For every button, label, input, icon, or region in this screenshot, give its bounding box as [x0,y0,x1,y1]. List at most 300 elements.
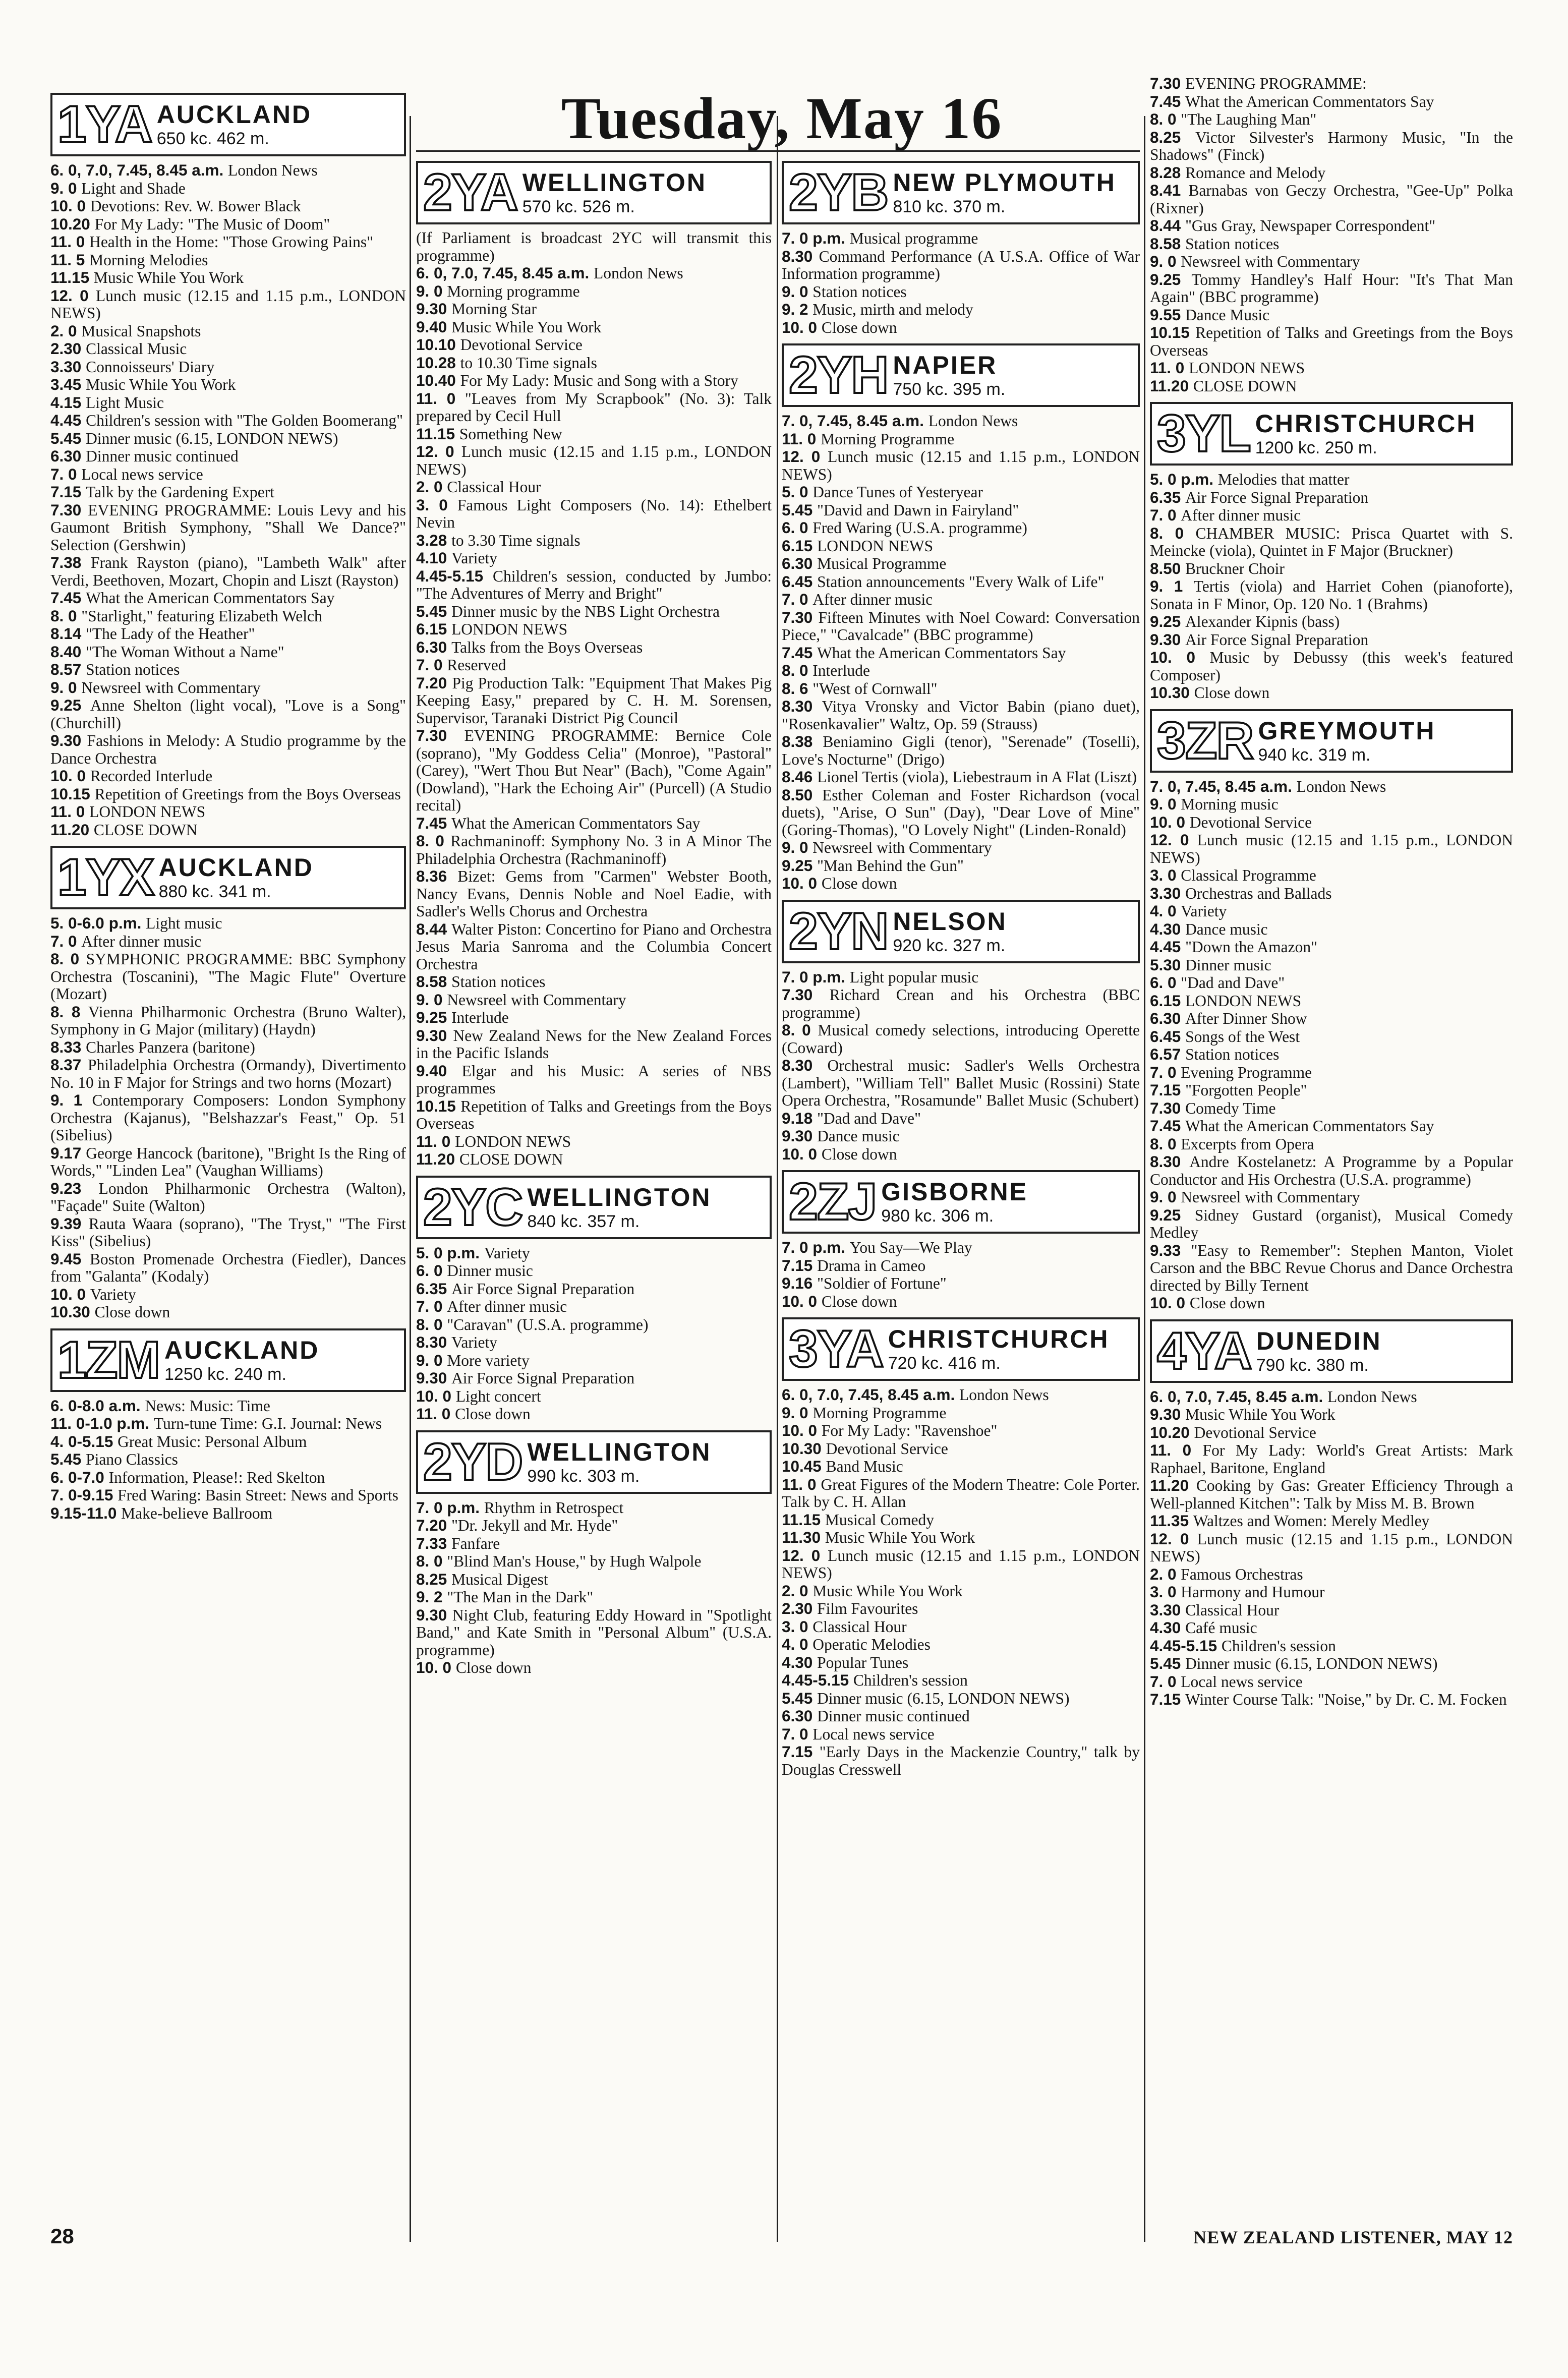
station-info [881,1172,1028,1232]
programme-time: 10. 0 [50,1285,90,1303]
programme-listing: 9.40 Elgar and his Music: A series of NBS programmes [416,1061,772,1097]
programme-time: 7. 0 [782,1724,813,1743]
programme-time: 11. 0 [1150,359,1189,377]
programme-listing: 3.30 Orchestras and Ballads [1150,884,1332,902]
station-header-2yh [782,343,1140,407]
programme-listing: 10. 0 Close down [782,318,897,336]
programme-listing: 4. 0 Operatic Melodies [782,1635,931,1653]
programme-time: 10.20 [50,214,95,233]
programme-time: 10. 0 [416,1386,456,1405]
programme-time: 11.15 [782,1510,825,1529]
programme-time: 9.25 [416,1008,452,1026]
programme-time: 7.45 [1150,92,1186,110]
programme-time: 9.25 [782,856,818,875]
programme-time: 7.20 [416,673,452,692]
programme-listing: 6. 0, 7.0, 7.45, 8.45 a.m. London News [782,1385,1049,1404]
station-name: WELLINGTON [522,168,707,197]
programme-time: 7.30 [782,985,830,1004]
programme-time: 6. 0, 7.0, 7.45, 8.45 a.m. [416,264,594,282]
programme-time: 7. 0 p.m. [782,1238,850,1256]
programme-time: 9.18 [782,1109,818,1127]
programme-listing: 2. 0 Music While You Work [782,1581,963,1600]
programme-time: 9.30 [416,1605,452,1624]
programme-listing: 9.33 "Easy to Remember": Stephen Manton, Violet Carson and the BBC Revue Chorus and Dance Orchestra directed by Billy Ternent [1150,1241,1513,1294]
programme-time: 5.45 [782,1689,818,1707]
programme-time: 11. 0-1.0 p.m. [50,1414,154,1432]
programme-time: 10. 0 [50,767,90,785]
programme-time: 6. 0 [1150,973,1181,992]
programme-listing: 11. 0 For My Lady: World's Great Artists: Mark Raphael, Baritone, England [1150,1441,1514,1477]
programme-time: 7. 0 [1150,506,1181,524]
programme-time: 8. 0 [50,606,82,625]
station-name: WELLINGTON [527,1183,712,1211]
programme-time: 10. 0 [782,874,822,892]
programme-listing: 9.25 Sidney Gustard (organist), Musical Comedy Medley [1150,1205,1513,1241]
programme-listing: 7. 0-9.15 Fred Waring: Basin Street: News and Sports [50,1486,398,1504]
programme-listing: 4. 0-5.15 Great Music: Personal Album [50,1432,307,1451]
programme-listing: 5. 0 p.m. Melodies that matter [1150,470,1350,488]
programme-listing: 6.30 After Dinner Show [1150,1009,1307,1027]
programme-listing: 7. 0 p.m. Rhythm in Retrospect [416,1498,624,1517]
programme-listing: 3. 0 Classical Programme [1150,866,1316,884]
programme-listing: 9.39 Rauta Waara (soprano), "The Tryst," "The First Kiss" (Sibelius) [50,1214,406,1250]
programme-time: 10. 0 [782,1292,822,1310]
programme-time: 7.20 [416,1516,452,1534]
programme-time: 9. 0 [50,678,82,697]
programme-listing: (If Parliament is broadcast 2YC will transmit this programme) [416,229,772,264]
programme-listing: 8. 8 Vienna Philharmonic Orchestra (Bruno Walter), Symphony in G Major (military) (Haydn) [50,1002,406,1038]
column-rule [777,116,778,2242]
programme-time: 4.45 [1150,938,1186,956]
programme-listing: 8.50 Esther Coleman and Foster Richardson (vocal duets), "Arise, O Sun" (Day), "Dear Love of Mine" (Goring-Thomas), "O Lovely Night" (Linden-Ronald) [782,785,1140,839]
programme-listing: 6.45 Songs of the West [1150,1027,1300,1046]
programme-time: 6. 0-7.0 [50,1468,109,1486]
programme-time: 7. 0, 7.45, 8.45 a.m. [1150,777,1297,795]
station-header-1yx [50,846,406,909]
programme-time: 11.20 [416,1150,459,1168]
programme-time: 6.45 [1150,1027,1186,1046]
programme-listing: 5. 0 Dance Tunes of Yesteryear [782,483,983,501]
programme-time: 12. 0 [782,1546,828,1564]
programme-listing: 9.25 Anne Shelton (light vocal), "Love is a Song" (Churchill) [50,696,406,732]
programme-listing: 10.20 For My Lady: "The Music of Doom" [50,214,330,233]
station-header-2yb [782,161,1140,224]
programme-listing: 6. 0, 7.0, 7.45, 8.45 a.m. London News [1150,1387,1417,1406]
programme-time: 8.40 [50,642,86,661]
station-logo: 1YX [57,848,154,907]
programme-time: 7. 0 [1150,1672,1181,1691]
programme-time: 10.20 [1150,1423,1194,1441]
programme-listing: 4.45-5.15 Children's session [782,1671,968,1689]
programme-time: 7. 0 [416,1297,447,1315]
programme-time: 2.30 [50,339,86,358]
station-info [157,95,312,154]
programme-time: 9.55 [1150,305,1186,324]
programme-listing: 2.30 Classical Music [50,339,187,358]
programme-listing: 8. 0 "Blind Man's House," by Hugh Walpole [416,1552,702,1570]
programme-time: 7.30 [416,726,464,744]
programme-time: 9. 0 [416,990,447,1009]
programme-listing: 6. 0, 7.0, 7.45, 8.45 a.m. London News [416,264,683,282]
programme-time: 7.30 [1150,74,1186,92]
station-logo: 3YA [789,1320,883,1378]
station-info [893,345,1005,405]
station-info [1256,1321,1382,1381]
programme-listing: 11. 0 LONDON NEWS [1150,359,1305,377]
programme-listing: 8.30 Vitya Vronsky and Victor Babin (piano duet), "Rosenkavalier" Waltz, Op. 59 (Strauss) [782,697,1140,733]
programme-listing: 9.30 Dance music [782,1127,900,1145]
programme-listing: 7.15 "Early Days in the Mackenzie Country," talk by Douglas Cresswell [782,1743,1140,1778]
programme-time: 4.15 [50,393,86,412]
programme-listing: 11. 0 Great Figures of the Modern Theatre: Cole Porter. Talk by C. H. Allan [782,1475,1140,1511]
station-info [893,163,1116,222]
programme-time: 9. 0 [782,838,813,856]
programme-time: 8.41 [1150,181,1189,199]
programme-listing: 9. 0 Newsreel with Commentary [1150,252,1360,270]
programme-listing: 11. 0 "Leaves from My Scrapbook" (No. 3): Talk prepared by Cecil Hull [416,389,772,425]
programme-time: 6.30 [782,554,818,572]
station-frequency: 1200 kc. 250 m. [1255,438,1377,457]
programme-listing: 11. 0-1.0 p.m. Turn-tune Time: G.I. Journal: News [50,1414,382,1432]
programme-time: 11. 0 [1150,1441,1203,1459]
programme-listing: 9.55 Dance Music [1150,305,1270,324]
programme-time: 10. 0 [1150,648,1210,666]
station-name: AUCKLAND [156,100,312,129]
programme-listing: 7. 0 Evening Programme [1150,1063,1312,1081]
programme-listing: 11.15 Something New [416,424,562,443]
programme-time: 7.38 [50,553,91,571]
programme-listing: 7.15 Talk by the Gardening Expert [50,483,274,501]
station-frequency: 750 kc. 395 m. [893,380,1006,399]
programme-listing: 4.45-5.15 Children's session, conducted by Jumbo: "The Adventures of Merry and Bright" [416,566,772,602]
programme-listing: 10.28 to 10.30 Time signals [416,353,597,372]
station-name: AUCKLAND [164,1336,320,1364]
programme-time: 9.30 [416,1026,453,1045]
station-header-2yn [782,900,1140,963]
station-info [164,1330,319,1390]
programme-time: 6. 0, 7.0, 7.45, 8.45 a.m. [782,1385,959,1404]
programme-time: 8. 0 [1150,1134,1181,1153]
programme-listing: 10.15 Repetition of Talks and Greetings from the Boys Overseas [1150,323,1513,359]
programme-listing: 8. 0 "Starlight," featuring Elizabeth Welch [50,606,322,625]
station-name: GISBORNE [881,1178,1028,1206]
programme-listing: 10. 0 Close down [782,1292,897,1310]
programme-time: 11. 0 [50,802,90,821]
station-logo: 2YH [789,346,888,404]
programme-time: 6.30 [782,1707,818,1725]
programme-time: 8. 0 [1150,110,1181,128]
page-number: 28 [50,2224,74,2248]
programme-time: 6. 0 [782,518,813,537]
programme-time: 8. 8 [50,1002,88,1021]
programme-listing: 9. 0 Station notices [782,282,907,301]
programme-time: 7. 0 [50,932,82,950]
programme-time: 4.45 [50,411,86,429]
programme-listing: 9.30 New Zealand News for the New Zealand Forces in the Pacific Islands [416,1026,772,1062]
programme-listing: 5.45 Dinner music (6.15, LONDON NEWS) [782,1689,1070,1707]
programme-listing: 9.30 Fashions in Melody: A Studio programme by the Dance Orchestra [50,731,406,767]
programme-time: 4.30 [782,1653,818,1671]
programme-listing: 7.30 Comedy Time [1150,1098,1276,1117]
programme-listing: 10.15 Repetition of Talks and Greetings from the Boys Overseas [416,1096,772,1132]
programme-listing: 3. 0 Famous Light Composers (No. 14): Ethelbert Nevin [416,495,772,531]
programme-time: 9.40 [416,317,452,336]
programme-listing: 10. 0 Music by Debussy (this week's featured Composer) [1150,648,1513,684]
programme-time: 11.15 [416,424,459,443]
programme-listing: 6.15 LONDON NEWS [416,620,568,638]
programme-time: 8.33 [50,1037,86,1056]
programme-listing: 7.45 What the American Commentators Say [782,643,1066,662]
programme-time: 6.30 [1150,1009,1186,1027]
programme-listing: 2. 0 Classical Hour [416,478,541,496]
programme-time: 7.45 [1150,1117,1186,1135]
programme-listing: 3.30 Connoisseurs' Diary [50,357,215,376]
programme-listing: 11. 0 Morning Programme [782,429,955,448]
programme-listing: 4. 0 Variety [1150,902,1227,920]
programme-time: 8. 0 [782,661,813,679]
programme-time: 9.30 [1150,630,1186,649]
programme-listing: 6.57 Station notices [1150,1045,1280,1063]
programme-listing: 2. 0 Famous Orchestras [1150,1564,1303,1583]
programme-time: 7.45 [50,589,86,607]
station-frequency: 810 kc. 370 m. [893,197,1006,216]
programme-time: 8.50 [1150,559,1186,577]
programme-listing: 8.30 Andre Kostelanetz: A Programme by a Popular Conductor and His Orchestra (U.S.A. programme) [1150,1152,1514,1188]
programme-time: 10.30 [1150,683,1194,702]
programme-listing: 9.25 Alexander Kipnis (bass) [1150,612,1340,630]
station-name: NELSON [893,907,1007,936]
programme-time: 9.30 [782,1127,818,1145]
station-header-1zm [50,1328,406,1392]
programme-listing: 7.30 Richard Crean and his Orchestra (BBC programme) [782,985,1140,1021]
programme-time: 2. 0 [50,321,82,340]
programme-time: 9.40 [416,1061,462,1080]
programme-listing: 4.10 Variety [416,549,498,567]
programme-time: 10. 0 [782,318,822,336]
programme-listing: 9.25 Tommy Handley's Half Hour: "It's That Man Again" (BBC programme) [1150,270,1513,306]
station-frequency: 880 kc. 341 m. [158,882,271,901]
programme-time: 9.39 [50,1214,89,1233]
programme-time: 8.58 [416,972,452,991]
station-logo: 3YL [1157,404,1250,463]
programme-listing: 6.30 Musical Programme [782,554,947,572]
station-info [1255,404,1477,463]
programme-time: 9. 0 [1150,252,1181,270]
programme-listing: 7. 0 p.m. You Say—We Play [782,1238,972,1256]
programme-time: 9. 0 [782,282,813,301]
programme-time: 2.30 [782,1599,818,1617]
programme-listing: 9.45 Boston Promenade Orchestra (Fiedler), Dances from "Galanta" (Kodaly) [50,1249,406,1285]
programme-listing: 12. 0 Lunch music (12.15 and 1.15 p.m., LONDON NEWS) [50,286,406,322]
programme-listing: 8.30 Command Performance (A U.S.A. Office of War Information programme) [782,247,1140,282]
programme-time: 7. 0 p.m. [782,967,850,986]
programme-listing: 9.30 Air Force Signal Preparation [1150,630,1369,649]
station-logo: 2ZJ [789,1173,877,1231]
programme-listing: 8.14 "The Lady of the Heather" [50,624,255,643]
programme-listing: 8.30 Variety [416,1333,498,1351]
programme-listing: 9.30 Music While You Work [1150,1405,1335,1423]
programme-listing: 11. 5 Morning Melodies [50,250,208,269]
programme-listing: 11.20 CLOSE DOWN [416,1150,563,1168]
programme-time: 12. 0 [416,442,461,460]
programme-listing: 7.45 What the American Commentators Say [416,814,701,832]
station-name: GREYMOUTH [1258,716,1436,745]
programme-time: 7.15 [1150,1081,1186,1099]
programme-listing: 7.30 EVENING PROGRAMME: Louis Levy and his Gaumont British Symphony, "Shall We Dance?" Selection (Gershwin) [50,500,406,554]
programme-time: 9. 0 [1150,1188,1181,1206]
programme-time: 8.30 [782,1056,828,1074]
programme-time: 10.15 [416,1096,461,1115]
programme-time: 9. 1 [50,1091,92,1109]
programme-time: 11.30 [782,1528,825,1546]
programme-listing: 3. 0 Classical Hour [782,1617,907,1636]
programme-listing: 8.57 Station notices [50,660,180,678]
programme-listing: 4.45-5.15 Children's session [1150,1636,1336,1655]
programme-listing: 9.30 Morning Star [416,300,537,318]
programme-time: 9.15-11.0 [50,1503,122,1522]
programme-listing: 4.15 Light Music [50,393,164,412]
programme-time: 8.28 [1150,163,1186,182]
programme-time: 10.15 [50,784,95,803]
station-logo: 2YC [423,1178,522,1237]
programme-time: 11. 0 [782,1475,821,1493]
station-name: DUNEDIN [1256,1326,1382,1355]
station-frequency: 720 kc. 416 m. [888,1354,1001,1373]
programme-listing: 9.30 Air Force Signal Preparation [416,1369,635,1387]
programme-time: 3. 0 [1150,866,1181,884]
programme-time: 5.30 [1150,955,1186,974]
programme-listing: 6.35 Air Force Signal Preparation [416,1279,635,1298]
programme-listing: 10.30 Close down [1150,683,1270,702]
publication-footer: NEW ZEALAND LISTENER, MAY 12 [1193,2227,1513,2247]
programme-time: 10.30 [782,1439,826,1458]
station-info [159,848,314,907]
programme-time: 4.10 [416,549,452,567]
programme-time: 6. 0 [416,1261,447,1280]
programme-listing: 5. 0-6.0 p.m. Light music [50,914,222,932]
programme-time: 8. 0 [1150,524,1196,542]
programme-listing: 6. 0-8.0 a.m. News: Music: Time [50,1396,270,1415]
programme-listing: 3.30 Classical Hour [1150,1600,1280,1619]
station-name: AUCKLAND [158,853,314,882]
programme-time: 8.36 [416,867,458,885]
programme-listing: 2.30 Film Favourites [782,1599,918,1617]
programme-listing: 7.20 Pig Production Talk: "Equipment That Makes Pig Keeping Easy," prepared by C. H. M. Sorensen, Supervisor, Taranaki District Pig Council [416,673,772,727]
programme-listing: 7. 0 Local news service [50,465,203,483]
programme-listing: 8.40 "The Woman Without a Name" [50,642,284,661]
programme-listing: 8. 0 SYMPHONIC PROGRAMME: BBC Symphony Orchestra (Toscanini), "The Magic Flute" Overture (Mozart) [50,950,406,1003]
programme-time: 5. 0 p.m. [416,1243,484,1262]
programme-time: 9.45 [50,1249,90,1268]
programme-listing: 7.45 What the American Commentators Say [1150,92,1434,110]
programme-listing: 11.20 CLOSE DOWN [50,820,198,839]
programme-listing: 8. 0 Musical comedy selections, introducing Operette (Coward) [782,1021,1140,1057]
programme-listing: 9.25 Interlude [416,1008,509,1026]
programme-listing: 3.45 Music While You Work [50,375,236,393]
programme-time: 8.30 [782,697,822,715]
column-2 [416,154,772,1677]
programme-time: 2. 0 [782,1581,813,1600]
programme-time: 7.45 [782,643,818,662]
programme-time: 9.23 [50,1179,99,1197]
programme-listing: 4.45 Children's session with "The Golden Boomerang" [50,411,403,429]
programme-listing: 12. 0 Lunch music (12.15 and 1.15 p.m., LONDON NEWS) [416,442,772,478]
programme-listing: 6. 0 Dinner music [416,1261,533,1280]
programme-time: 8.14 [50,624,86,643]
programme-time: 11. 0 [416,1405,455,1423]
programme-time: 10. 0 [50,197,90,215]
station-header-3zr [1150,709,1513,773]
programme-listing: 7. 0 Local news service [782,1724,935,1743]
programme-listing: 9.18 "Dad and Dave" [782,1109,921,1127]
programme-time: 2. 0 [416,478,447,496]
programme-listing: 8. 6 "West of Cornwall" [782,679,938,698]
programme-time: 6. 0, 7.0, 7.45, 8.45 a.m. [1150,1387,1327,1406]
programme-listing: 7.45 What the American Commentators Say [1150,1117,1434,1135]
programme-time: 10. 0 [1150,1294,1190,1312]
programme-listing: 8.58 Station notices [416,972,546,991]
programme-time: 3. 0 [1150,1583,1181,1601]
programme-listing: 4.45 "Down the Amazon" [1150,938,1317,956]
programme-listing: 5.45 Dinner music by the NBS Light Orchestra [416,602,720,620]
station-info [527,1178,711,1237]
programme-time: 10.10 [416,335,460,354]
programme-time: 5. 0 p.m. [1150,470,1218,488]
programme-time: 10.28 [416,353,460,372]
station-frequency: 650 kc. 462 m. [156,129,269,148]
station-logo: 3ZR [1157,711,1253,770]
programme-time: 11. 0 [50,233,90,251]
programme-listing: 9.23 London Philharmonic Orchestra (Walton), "Façade" Suite (Walton) [50,1179,406,1214]
station-frequency: 790 kc. 380 m. [1256,1355,1369,1375]
station-frequency: 990 kc. 303 m. [527,1466,640,1486]
programme-time: 7. 0 [1150,1063,1181,1081]
programme-time: 11. 0 [782,429,821,448]
programme-listing: 8. 0 CHAMBER MUSIC: Prisca Quartet with S. Meincke (viola), Quintet in F Major (Bruckner) [1150,524,1514,559]
listener-page [45,74,1533,2254]
programme-time: 7.30 [1150,1098,1186,1117]
programme-time: 9.33 [1150,1241,1191,1259]
programme-time: 8.25 [1150,128,1196,146]
programme-listing: 7. 0, 7.45, 8.45 a.m. London News [1150,777,1386,795]
programme-listing: 9. 0 Light and Shade [50,179,186,197]
programme-time: 8. 6 [782,679,813,698]
programme-time: 5.45 [50,429,86,447]
programme-time: 4.30 [1150,919,1186,938]
programme-listing: 8.30 Orchestral music: Sadler's Wells Orchestra (Lambert), "William Tell" Ballet Music (Rossini) State Opera Orchestra, "Rosamunde" Ballet Music (Schubert) [782,1056,1140,1109]
programme-listing: 7. 0 After dinner music [50,932,202,950]
programme-time: 7.30 [782,608,819,626]
programme-listing: 11.30 Music While You Work [782,1528,975,1546]
programme-listing: 7.20 "Dr. Jekyll and Mr. Hyde" [416,1516,618,1534]
programme-listing: 6. 0-7.0 Information, Please!: Red Skelton [50,1468,325,1486]
programme-listing: 8.46 Lionel Tertis (viola), Liebestraum in A Flat (Liszt) [782,768,1137,786]
programme-time: 9. 2 [782,300,813,318]
programme-listing: 5.45 Piano Classics [50,1450,178,1468]
programme-listing: 4.30 Popular Tunes [782,1653,909,1671]
programme-time: 8.25 [416,1570,452,1588]
programme-listing: 7.15 "Forgotten People" [1150,1081,1307,1099]
programme-listing: 8.50 Bruckner Choir [1150,559,1285,577]
programme-listing: 10.40 For My Lady: Music and Song with a Story [416,371,738,389]
station-logo: 4YA [1157,1321,1251,1380]
programme-listing: 6.30 Talks from the Boys Overseas [416,637,643,656]
programme-listing: 6.30 Dinner music continued [50,447,239,465]
programme-time: 7. 0 [416,656,447,674]
programme-listing: 7.33 Fanfare [416,1534,500,1552]
programme-listing: 7. 0, 7.45, 8.45 a.m. London News [782,412,1018,430]
programme-time: 9.30 [50,731,87,749]
